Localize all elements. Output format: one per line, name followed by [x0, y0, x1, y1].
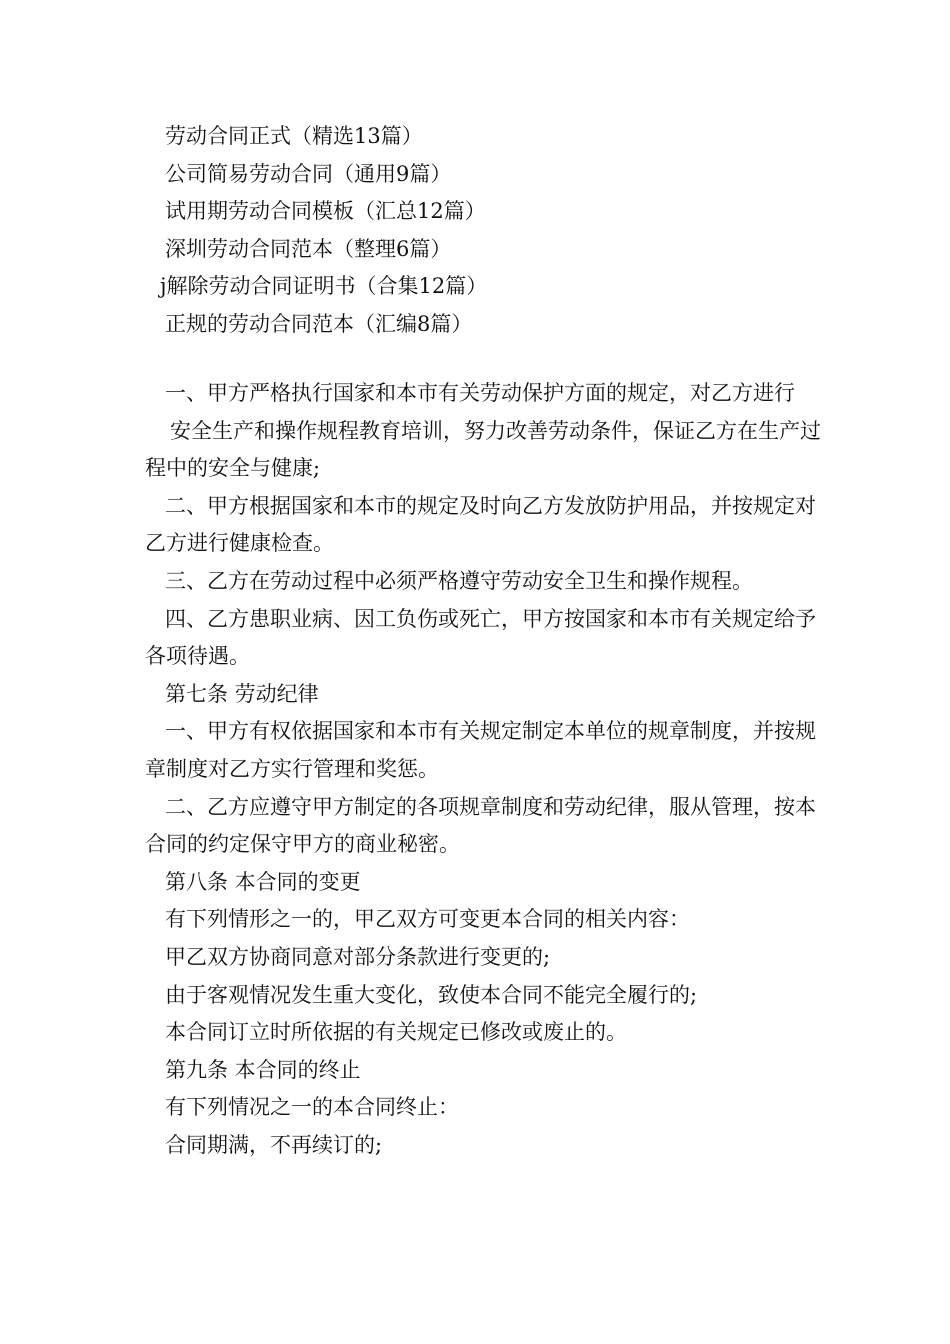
related-articles-list [145, 118, 825, 343]
clause-paragraph: 一、甲方严格执行国家和本市有关劳动保护方面的规定，对乙方进行 [165, 381, 795, 405]
contract-body [145, 375, 825, 1164]
clause-paragraph: 四、乙方患职业病、因工负伤或死亡，甲方按国家和本市有关规定给予各项待遇。 [145, 606, 816, 669]
article-heading: 第七条 劳动纪律 [165, 681, 319, 706]
clause-paragraph: 二、甲方根据国家和本市的规定及时向乙方发放防护用品，并按规定对乙方进行健康检查。 [145, 493, 816, 556]
article-heading: 第八条 本合同的变更 [165, 869, 361, 894]
related-article-link[interactable]: 正规的劳动合同范本（汇编8篇） [165, 311, 473, 336]
clause-paragraph: 有下列情况之一的本合同终止： [165, 1095, 459, 1120]
clause-paragraph: 一、甲方有权依据国家和本市有关规定制定本单位的规章制度，并按规章制度对乙方实行管理和奖惩。 [145, 719, 816, 781]
clause-paragraph: 合同期满，不再续订的; [165, 1132, 383, 1157]
clause-paragraph: 甲乙双方协商同意对部分条款进行变更的; [165, 944, 551, 969]
related-article-link[interactable]: 深圳劳动合同范本（整理6篇） [165, 236, 452, 261]
clause-paragraph: 二、乙方应遵守甲方制定的各项规章制度和劳动纪律，服从管理，按本合同的约定保守甲方的商业秘密。 [145, 794, 816, 857]
related-article-link[interactable]: 劳动合同正式（精选13篇） [165, 124, 423, 148]
related-article-link[interactable]: j解除劳动合同证明书（合集12篇） [160, 274, 488, 298]
clause-paragraph: 有下列情形之一的，甲乙双方可变更本合同的相关内容： [165, 907, 690, 932]
related-article-link[interactable]: 试用期劳动合同模板（汇总12篇） [165, 199, 486, 223]
clause-paragraph: 本合同订立时所依据的有关规定已修改或废止的。 [165, 1020, 627, 1045]
clause-paragraph: 安全生产和操作规程教育培训，努力改善劳动条件，保证乙方在生产过程中的安全与健康; [145, 418, 821, 481]
clause-paragraph: 由于客观情况发生重大变化，致使本合同不能完全履行的; [165, 982, 698, 1007]
related-article-link[interactable]: 公司简易劳动合同（通用9篇） [165, 161, 452, 186]
article-heading: 第九条 本合同的终止 [165, 1057, 361, 1082]
clause-paragraph: 三、乙方在劳动过程中必须严格遵守劳动安全卫生和操作规程。 [165, 568, 753, 593]
